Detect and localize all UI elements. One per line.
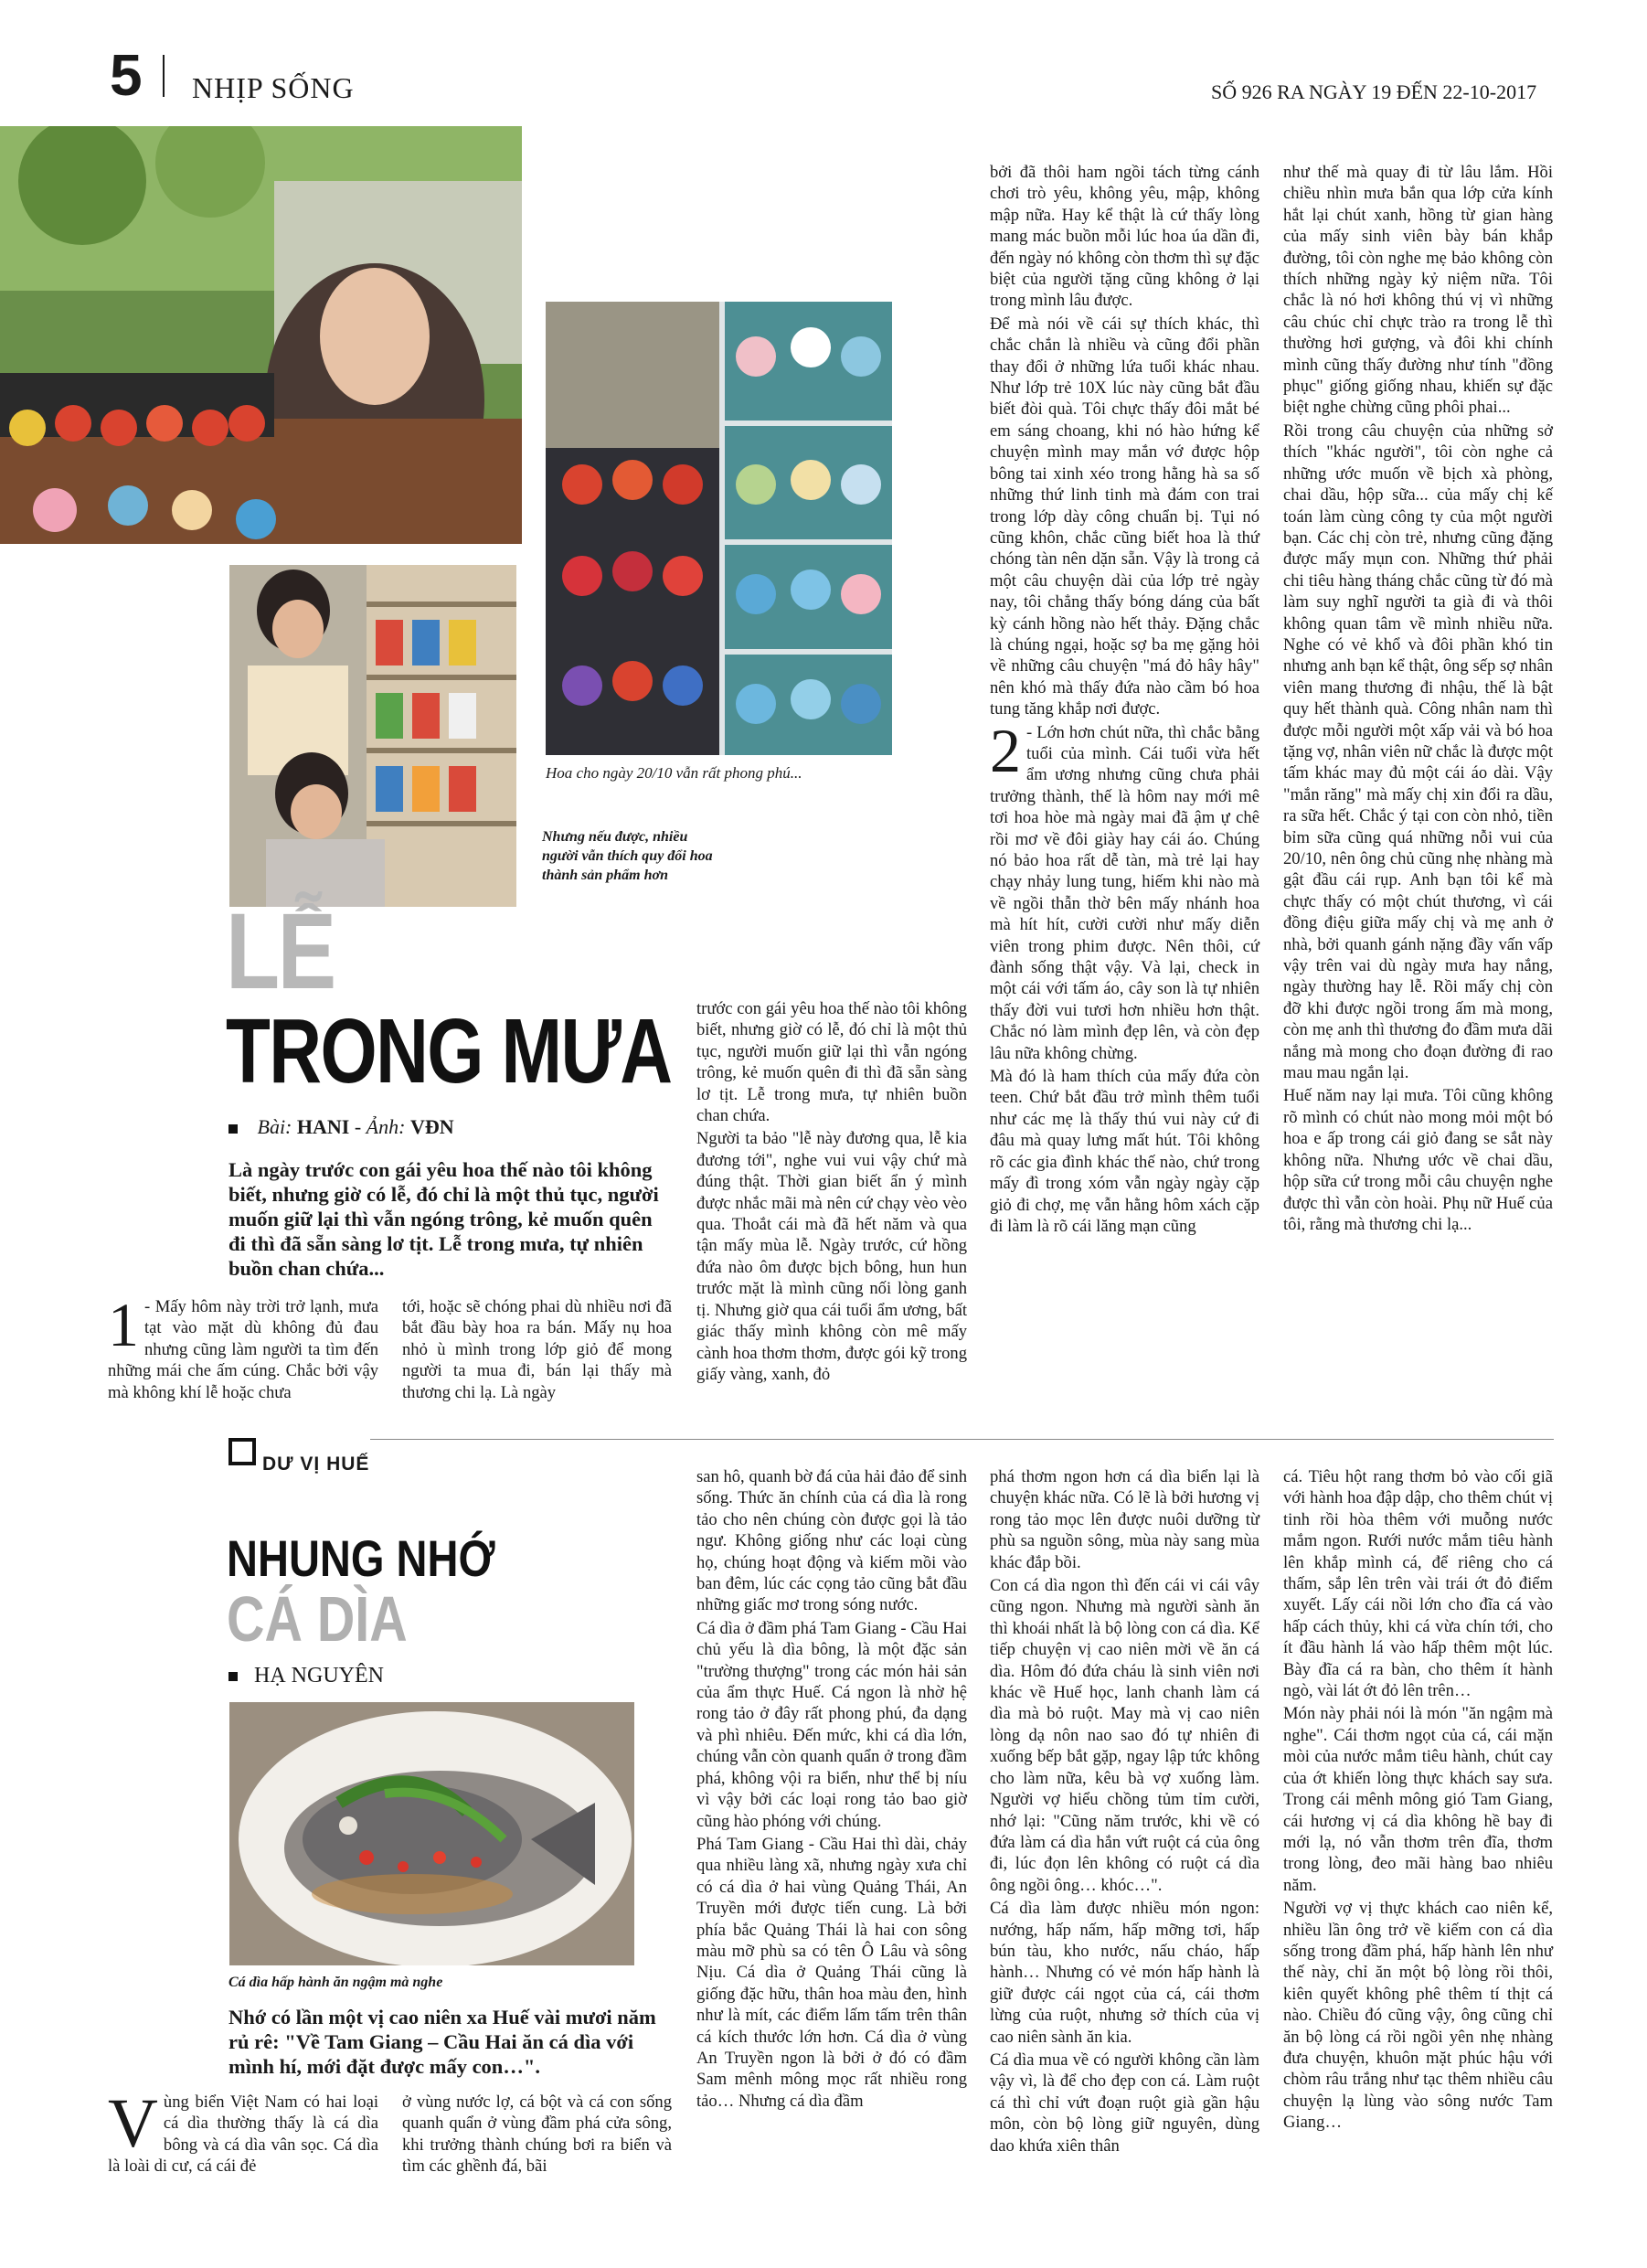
article1-title-line2: TRONG MƯA (226, 1000, 672, 1102)
paragraph: phá thơm ngon hơn cá dìa biển lại là chuyện khác nữa. Có lẽ là bởi hương vị rong tảo mọc lên được nuôi dưỡng từ phù sa nguồn sông, mùa này sang mùa khác đắp bồi. (990, 1467, 1259, 1572)
byline-photographer: VĐN (409, 1115, 454, 1138)
page-number: 5 (110, 42, 143, 108)
article2-byline (228, 1664, 384, 1688)
article2-col3 (696, 1466, 967, 2114)
byline-author: HANI (296, 1115, 350, 1138)
issue-date: SỐ 926 RA NGÀY 19 ĐẾN 22-10-2017 (1211, 80, 1537, 103)
section-divider (370, 1439, 1554, 1440)
caption-flowers: Hoa cho ngày 20/10 vẫn rất phong phú... (546, 764, 802, 782)
paragraph: Để mà nói về cái sự thích khác, thì chắc chắn là nhiều và cũng đổi phần thay đổi ở những lứa tuổi khác nhau. Như lớp trẻ 10X lúc này cũng bắt đầu biết đòi quà. Tôi chực thấy đôi mắt bé em sáng choang, khi nó hào hứng kể chuyện mình may mắn vớ được hộp bông tai xinh xéo trong hằng hà sa số những thứ linh tinh mà đám con trai trong lớp dày công chuẩn bị. Tụi nó cũng khôn, chắc cũng biết hoa là thứ chóng tàn nên dặn sẵn. Vậy là trong cả một câu chuyện dài của lớp trẻ ngày nay, tôi chẳng thấy bóng dáng của bất kỳ cánh hồng nào hết thảy. Đặng chắc là chúng ngại, hoặc sợ ba mẹ gặng hỏi về những câu chuyện "má đỏ hây hây" nên khó mà thấy đứa nào cầm bó hoa tung tăng khắp nơi được. (990, 314, 1259, 719)
paragraph: như thế mà quay đi từ lâu lắm. Hồi chiều nhìn mưa bắn qua lớp cửa kính hắt lại chút xanh, hồng từ gian hàng của mấy sinh viên bày bán khắp đường, tôi còn nghe mẹ bảo không còn thích những ngày kỷ niệm nữa. Tôi chắc là nó hơi không thú vị vì những câu chúc chỉ chực trào ra trong lễ thì thường hơi gượng, và đôi khi chính mình cũng thấy đường như tính "đồng phục" giống giống nhau, khiến sự đặc biệt nghe chừng cũng phôi phai... (1283, 163, 1553, 418)
photo-shopping (229, 565, 516, 907)
article1-col2: tới, hoặc sẽ chóng phai dù nhiều nơi đã bắt đầu bày hoa ra bán. Mấy nụ hoa nhỏ ù mình trong lớp giỏ để mong người ta mua đi, bán lại thấy mà thương chi lạ. Là ngày (402, 1297, 672, 1402)
paragraph (990, 715, 1259, 1065)
article1-col5 (1283, 162, 1553, 1237)
article2-title-line1: NHUNG NHỚ (227, 1529, 495, 1587)
article2-lead: Nhớ có lần một vị cao niên xa Huế vài mươi năm rủ rê: "Về Tam Giang – Cầu Hai ăn cá dìa với mình hí, mới đặt được mấy con…". (228, 2006, 656, 2078)
article2-col5 (1283, 1466, 1553, 2135)
photo-fish-dish (229, 1702, 634, 1965)
photo-flower-shelves (546, 302, 892, 755)
paragraph: Huế năm nay lại mưa. Tôi cũng không rõ mình có chút nào mong mỏi một bó hoa e ấp trong cái giỏ đang se sắt này không nữa. Nhưng ước về chai dầu, hộp sữa cứ trong mỗi câu chuyện nghe được thì vẫn còn hoài. Phụ nữ Huế của tôi, rằng mà thương chi lạ... (1283, 1086, 1553, 1234)
header-divider (163, 55, 165, 97)
article1-col3 (696, 998, 967, 1387)
paragraph: Món này phải nói là món "ăn ngậm mà nghe". Cái thơm ngọt của cá, cái mặn mòi của nước mắm tiêu hành, chút cay của ớt khiến lòng thực khách say sưa. Trong cái mênh mông gió Tam Giang, cái hương vị cá dìa không hề bay đi mới lạ, nó vẫn thơm trên đĩa, thơm trong lòng, đeo mãi hàng bao nhiêu năm. (1283, 1704, 1553, 1895)
byline-bullet (228, 1124, 238, 1134)
paragraph: Người ta bảo "lễ này đương qua, lễ kia đương tới", nghe vui vui vậy chứ mà đúng thật. Thời gian biết ẩn ý mình được nhắc mãi mà nên cứ chạy vèo vèo qua. Thoắt cái mà đã hết năm và qua tận mấy mùa lễ. Ngày trước, cứ hồng đứa nào ôm được bịch bông, hun hun trước mặt là mình cũng nối lòng ganh tị. Nhưng giờ qua cái tuổi ẩm ương, bất giác thấy mình không còn mê mấy cành hoa thơm thơm, được gói kỹ trong giấy vàng, xanh, đỏ (696, 1129, 967, 1384)
byline-label-photo: Ảnh: (366, 1115, 406, 1138)
paragraph: Cá dìa mua về có người không cần làm vậy vì, là để cho đẹp con cá. Làm ruột cá thì chỉ vứt đoạn ruột già gần hậu môn, còn bộ lòng giữ nguyên, dùng dao khứa xiên thân (990, 2050, 1259, 2156)
paragraph-text: - Lớn hơn chút nữa, thì chắc bằng tuổi của mình. Cái tuổi vừa hết ẩm ương nhưng cũng chưa phải trưởng thành, thế là hôm nay mới mê tơi hoa hòe mà ngày mai đã ậm ự chê rồi mơ về đôi giày hay cái áo. Chúng nó bảo hoa rất dễ tàn, mà trẻ lại hay chạy nhảy lung tung, hiếm khi nào mà về ngồi thẫn thờ bên mấy nhánh hoa mà hít hít, cười cười như mấy diễn viên trong phim được. Nên thôi, cứ đành sống thật vậy. Và lại, check in một cái với tấm áo, cây son là tự nhiên thấy đời vui tươi hơn nhiều hơn thật. Chắc nó làm mình đẹp lên, và còn đẹp lâu nữa không chừng. (990, 722, 1259, 1063)
article2-kicker: DƯ VỊ HUẾ (262, 1453, 370, 1475)
paragraph: cá. Tiêu hột rang thơm bỏ vào cối giã với hành hoa đập dập, cho thêm chút vị tinh rồi hòa thêm với muỗng nước mắm ngon. Rưới nước mắm tiêu hành lên khắp mình cá, để riêng cho cá thấm, sắp lên trên vài trái ớt đỏ điểm xuyết. Lấy cái nồi lớn cho đĩa cá vào hấp cách thủy, khi cá vừa chín tới, cho ít đầu hành lá vào hấp thêm một lúc. Bày đĩa cá ra bàn, cho thêm ít hành ngò, vài lát ớt đỏ lên trên… (1283, 1467, 1553, 1701)
article1-byline: Bài: HANI - Ảnh: VĐN (228, 1115, 454, 1139)
section-title: NHỊP SỐNG (192, 71, 355, 104)
article1-title-line1: LỄ (226, 891, 335, 1012)
article2-title-line2: CÁ DÌA (227, 1583, 408, 1655)
article1-col1 (108, 1290, 378, 1403)
article2-col4 (990, 1466, 1259, 2158)
article2-col1-text: ùng biển Việt Nam có hai loại cá dìa thường thấy là cá dìa bông và cá dìa vân sọc. Cá dìa là loài di cư, cá cái đẻ (108, 2092, 378, 2177)
article2-author: HẠ NGUYÊN (254, 1664, 384, 1688)
article1-col1-text: - Mấy hôm này trời trở lạnh, mưa tạt vào mặt dù không đủ đau nhưng cũng làm người ta tìm đến những mái che ấm cúng. Chắc bởi vậy mà không khí lễ hoặc chưa (108, 1297, 378, 1402)
paragraph: Cá dìa ở đầm phá Tam Giang - Cầu Hai chủ yếu là dìa bông, là một đặc sản "trường thượng" trong các món hải sản của ẩm thực Huế. Cá ngon là nhờ hệ rong tảo ở đây rất phong phú, đa dạng và phì nhiêu. Đến mức, khi cá dìa lớn, chúng vẫn còn quanh quẩn ở trong đầm phá, không vội ra biển, như thể bị níu vì vậy bởi các loại rong tảo bao giờ cũng hào phóng với chúng. (696, 1618, 967, 1831)
byline-label-text: Bài: (257, 1115, 292, 1138)
paragraph: san hô, quanh bờ đá của hải đảo để sinh sống. Thức ăn chính của cá dìa là rong tảo cho nên chúng còn được gọi là tảo ngư. Không giống như các loại cùng họ, chúng hoạt động và kiếm mồi vào ban đêm, lúc các cọng tảo cũng bắt đầu những giấc mơ trong sóng nước. (696, 1467, 967, 1615)
article1-lead: Là ngày trước con gái yêu hoa thế nào tôi không biết, nhưng giờ có lễ, đó chỉ là một thủ tục, người muốn giữ lại thì vẫn ngóng trông, kẻ muốn quên đi thì đã sẵn sàng lơ tịt. Lễ trong mưa, tự nhiên buồn chan chứa... (228, 1158, 659, 1280)
dropcap-v: V (108, 2085, 158, 2162)
article1-col4 (990, 162, 1259, 1239)
photo-flower-stall (0, 126, 522, 544)
caption-shop: Nhưng nếu được, nhiều người vẫn thích quy đổi hoa thành sản phẩm hơn (542, 829, 713, 883)
dropcap-2: 2 (990, 715, 1021, 785)
paragraph: Cá dìa làm được nhiều món ngon: nướng, hấp nấm, hấp mỡng tơi, hấp bún tàu, kho nước, nấu cháo, hấp hành… Nhưng có vẻ món hấp hành là giữ được cái ngọt của cá, cái thơm lừng của ruột, nhưng sở thích của vị cao niên sành ăn kia. (990, 1899, 1259, 2047)
byline-bullet (228, 1672, 238, 1681)
paragraph: trước con gái yêu hoa thế nào tôi không biết, nhưng giờ có lễ, đó chỉ là một thủ tục, người muốn giữ lại thì vẫn ngóng trông, kẻ muốn quên đi thì đã sẵn sàng lơ tịt. Lễ trong mưa, tự nhiên buồn chan chứa. (696, 999, 967, 1126)
paragraph: Phá Tam Giang - Cầu Hai thì dài, chảy qua nhiều làng xã, nhưng ngày xưa chỉ có cá dìa ở hai vùng Quảng Thái, An Truyền mới được tiến cung. Là bởi phía bắc Quảng Thái là hai con sông màu mỡ phù sa có tên Ô Lâu và sông Nịu. Cá dìa ở Quảng Thái cũng là giống đặc hữu, thân hoa màu đen, hình như là mít, các điểm lấm tấm trên thân cá kích thước lớn hơn. Cá dìa ở vùng An Truyền ngon là bởi ở đó có đầm Sam mênh mông mọc rất nhiều rong tảo… Nhưng cá dìa đầm (696, 1834, 967, 2111)
dropcap-1: 1 (108, 1290, 139, 1359)
paragraph: Mà đó là ham thích của mấy đứa còn teen. Chứ bắt đầu trở mình thêm tuổi như các mẹ là thấy thú vui này cứ đi đâu mà quay lưng mất hút. Tôi không rõ các gia đình khác thế nào, chứ trong mấy đì trong xóm vẫn ngày ngày cặp giỏ đi chợ, mẹ vẫn hằng hôm xách cặp đi làm là rõ cái lăng mạn cũng (990, 1067, 1259, 1236)
paragraph: bởi đã thôi ham ngồi tách từng cánh chơi trò yêu, không yêu, mập, không mập nữa. Hay kể thật là cứ thấy lòng mang mác buồn mỗi lúc hoa úa dần đi, đến ngày nó không còn thơm thì sự đặc biệt của người tặng cũng không ở lại trong mình lâu được. (990, 163, 1259, 311)
paragraph: Con cá dìa ngon thì đến cái vi cái vây cũng ngon. Nhưng mà người sành ăn thì khoái nhất là bộ lòng con cá dìa. Kể tiếp chuyện vị cao niên mời về ăn cá dìa. Hôm đó đứa cháu là sinh viên nơi khác về Huế học, lanh chanh làm cá dìa mà bỏ ruột. May mà vị cao niên lòng dạ nôn nao sao đó tự nhiên đi xuống bếp bắt gặp, ngay lập tức không cho làm nữa, kêu bà vợ xuống làm. Người vợ hiểu chồng tủm tỉm cười, nhớ lại: "Cũng năm trước, khi về có đứa làm cá dìa hắn vứt ruột cá của ông đi, lúc đọn lên không có ruột cá dìa ông ngồi ông… khóc…". (990, 1576, 1259, 1895)
article2-col1 (108, 2085, 378, 2177)
paragraph: Người vợ vị thực khách cao niên kể, nhiều lần ông trở về kiếm con cá dìa sống trong đầm phá, hấp hành lên như thế này, chỉ ăn một bộ lòng rồi thôi, kiên quyết không phê thêm tí thịt cá nào. Chiều đó cũng vậy, ông cũng chỉ ăn bộ lòng cá rồi ngồi yên nhẹ nhàng đưa chuyện, khuôn mặt phúc hậu với chòm râu trắng như tạc thêm nhiều câu chuyện lạ lùng vào sông nước Tam Giang… (1283, 1899, 1553, 2133)
caption-fish: Cá dìa hấp hành ăn ngậm mà nghe (228, 1975, 443, 1990)
paragraph: Rồi trong câu chuyện của những sở thích "khác người", tôi còn nghe cả những ước muốn về bịch xà phòng, chai dầu, hộp sữa... của mấy chị kế toán làm cùng công ty của một người bạn. Các chị còn trẻ, nhưng cũng đặng được mấy mụn con. Những thứ phải chi tiêu hàng tháng chắc cũng từ đó mà làm suy nghĩ người ta già đi và thôi không quan tâm về mình nhiều nữa. Nghe có vẻ khổ và đôi phần khó tin nhưng anh bạn kể thật, ông sếp sợ nhân viên mang thương đi nhậu, thế là bật quy hết thành quà. Công nhân nam thì được mỗi người một xấp vải và bó hoa tặng vợ, nhân viên nữ chắc là được một tấm khác may đủ một cái áo dài. Vậy "mắn răng" mà mấy chị xin đổi ra dầu, ra sữa hết. Chắc ý tại con còn nhỏ, tiền bỉm sữa cũng quá những nỗi vui của 20/10, nên ông chủ cũng nhẹ nhàng mà gật đầu cái rụp. Anh bạn tôi kể mà chực thấy có một chút thương, vì cái đồng điệu giữa mấy chị và mẹ anh ở nhà, bởi quanh gánh nặng đầy vấn vấp vậy trên vai dù ngày mưa hay nắng, ngày thường hay lễ. Rồi mấy chị còn đỡ khi được ngồi trong ấm mà mong, còn mẹ anh thì thương đo đầm mưa dãi nắng mà mong cho đoạn đường đi rao mau mau ngắn lại. (1283, 421, 1553, 1083)
kicker-box (228, 1438, 256, 1465)
article2-col2: ở vùng nước lợ, cá bột và cá con sống quanh quẩn ở vùng đầm phá cửa sông, khi trưởng thành chúng bơi ra biển và tìm các ghềnh đá, bãi (402, 2092, 672, 2177)
